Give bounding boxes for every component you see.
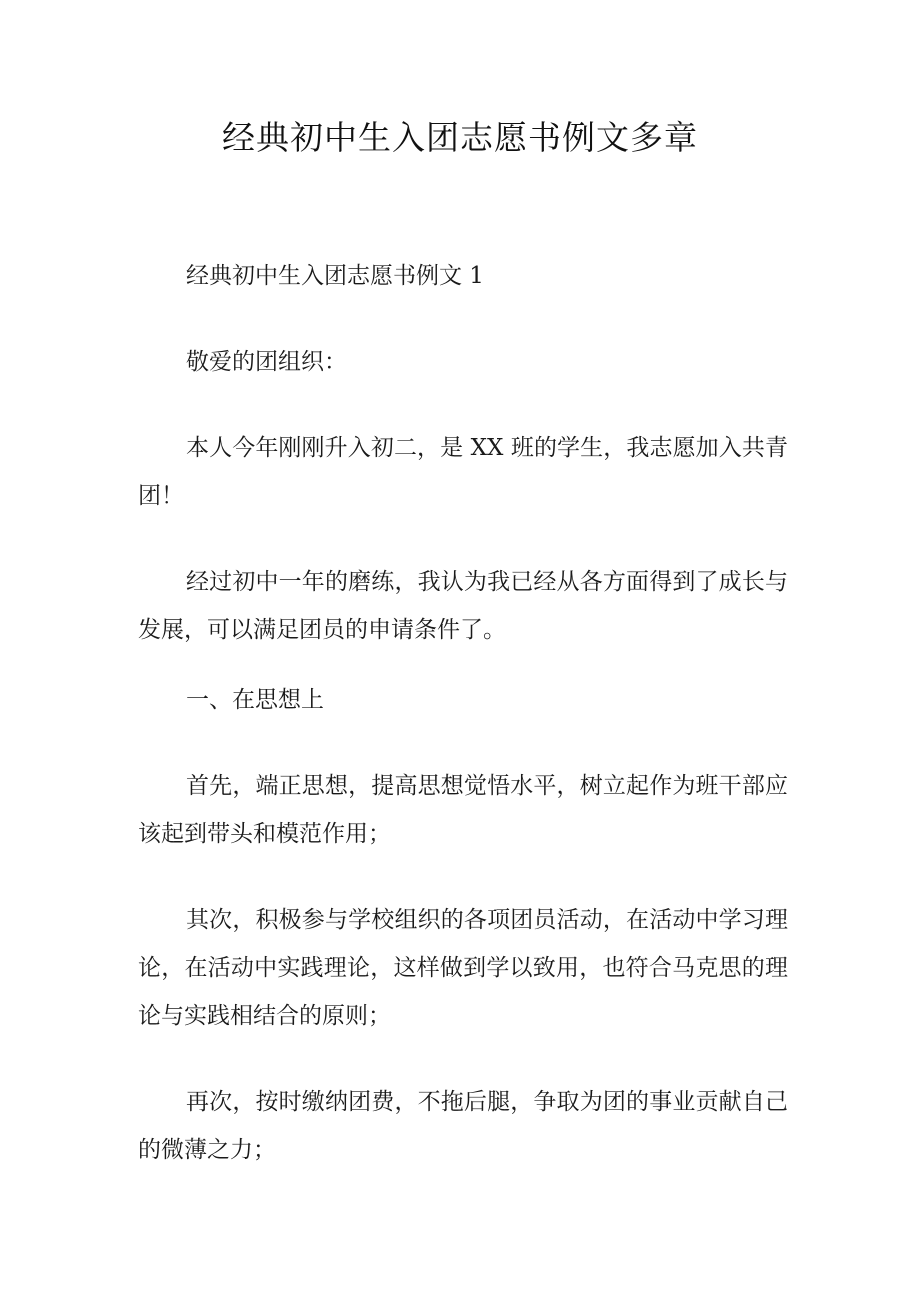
point-first-paragraph: 首先，端正思想，提高思想觉悟水平，树立起作为班干部应该起到带头和模范作用； [138, 773, 788, 847]
letter-subtitle: 经典初中生入团志愿书例文 1 [186, 263, 484, 289]
document-title: 经典初中生入团志愿书例文多章 [222, 118, 698, 157]
point-third-paragraph: 再次，按时缴纳团费，不拖后腿，争取为团的事业贡献自己的微薄之力； [138, 1089, 788, 1163]
point-second-paragraph: 其次，积极参与学校组织的各项团员活动，在活动中学习理论，在活动中实践理论，这样做到学以致用，也符合马克思的理论与实践相结合的原则； [138, 907, 788, 1029]
salutation: 敬爱的团组织： [186, 349, 347, 375]
growth-paragraph: 经过初中一年的磨练，我认为我已经从各方面得到了成长与发展，可以满足团员的申请条件了。 [138, 569, 788, 643]
intro-paragraph: 本人今年刚刚升入初二，是 XX 班的学生，我志愿加入共青团！ [138, 435, 788, 509]
section-heading: 一、在思想上 [186, 687, 324, 713]
